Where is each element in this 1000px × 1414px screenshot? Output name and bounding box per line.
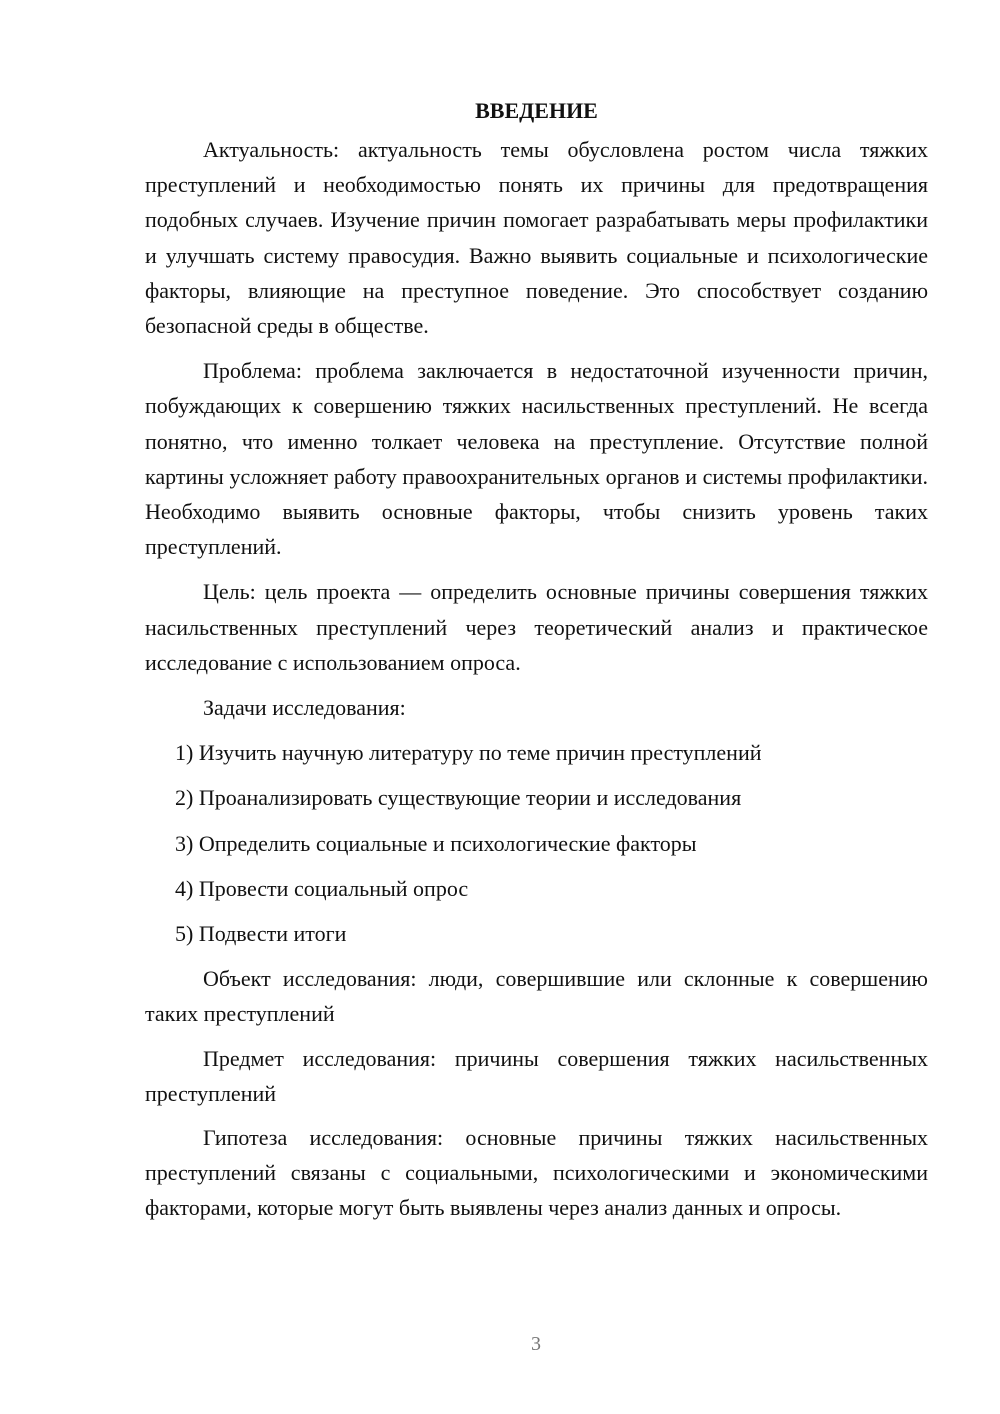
tasks-heading: Задачи исследования: bbox=[203, 695, 406, 721]
goal-paragraph: Цель: цель проекта — определить основные причины совершения тяжких насильственных преступлений через теоретический анализ и практическое исследование с использованием опроса. bbox=[145, 579, 928, 675]
task-item-3: 3) Определить социальные и психологические факторы bbox=[175, 830, 697, 856]
subject-paragraph: Предмет исследования: причины совершения тяжких насильственных преступлений bbox=[145, 1045, 928, 1106]
relevance-paragraph: Актуальность: актуальность темы обусловлена ростом числа тяжких преступлений и необходимостью понять их причины для предотвращения подобных случаев. Изучение причин помогает разрабатывать меры профилактики и улучшать систему правосудия. Важно выявить социальные и психологические факторы, влияющие на преступное поведение. Это способствует созданию безопасной среды в обществе. bbox=[145, 137, 928, 339]
object-paragraph: Объект исследования: люди, совершившие или склонные к совершению таких преступлений bbox=[145, 966, 928, 1027]
task-item-2: 2) Проанализировать существующие теории и исследования bbox=[175, 785, 742, 811]
document-page bbox=[145, 96, 928, 1236]
task-item-4: 4) Провести социальный опрос bbox=[175, 875, 469, 901]
hypothesis-paragraph: Гипотеза исследования: основные причины тяжких насильственных преступлений связаны с социальными, психологическими и экономическими факторами, которые могут быть выявлены через анализ данных и опросы. bbox=[145, 1125, 928, 1221]
task-item-1: 1) Изучить научную литературу по теме причин преступлений bbox=[175, 740, 762, 766]
task-item-5: 5) Подвести итоги bbox=[175, 921, 347, 947]
task-list bbox=[145, 735, 928, 951]
problem-paragraph: Проблема: проблема заключается в недостаточной изученности причин, побуждающих к совершению тяжких насильственных преступлений. Не всегда понятно, что именно толкает человека на преступление. Отсутствие полной картины усложняет работу правоохранительных органов и системы профилактики. Необходимо выявить основные факторы, чтобы снизить уровень таких преступлений. bbox=[145, 358, 928, 560]
page-number: 3 bbox=[531, 1333, 541, 1355]
section-title: ВВЕДЕНИЕ bbox=[475, 98, 598, 123]
